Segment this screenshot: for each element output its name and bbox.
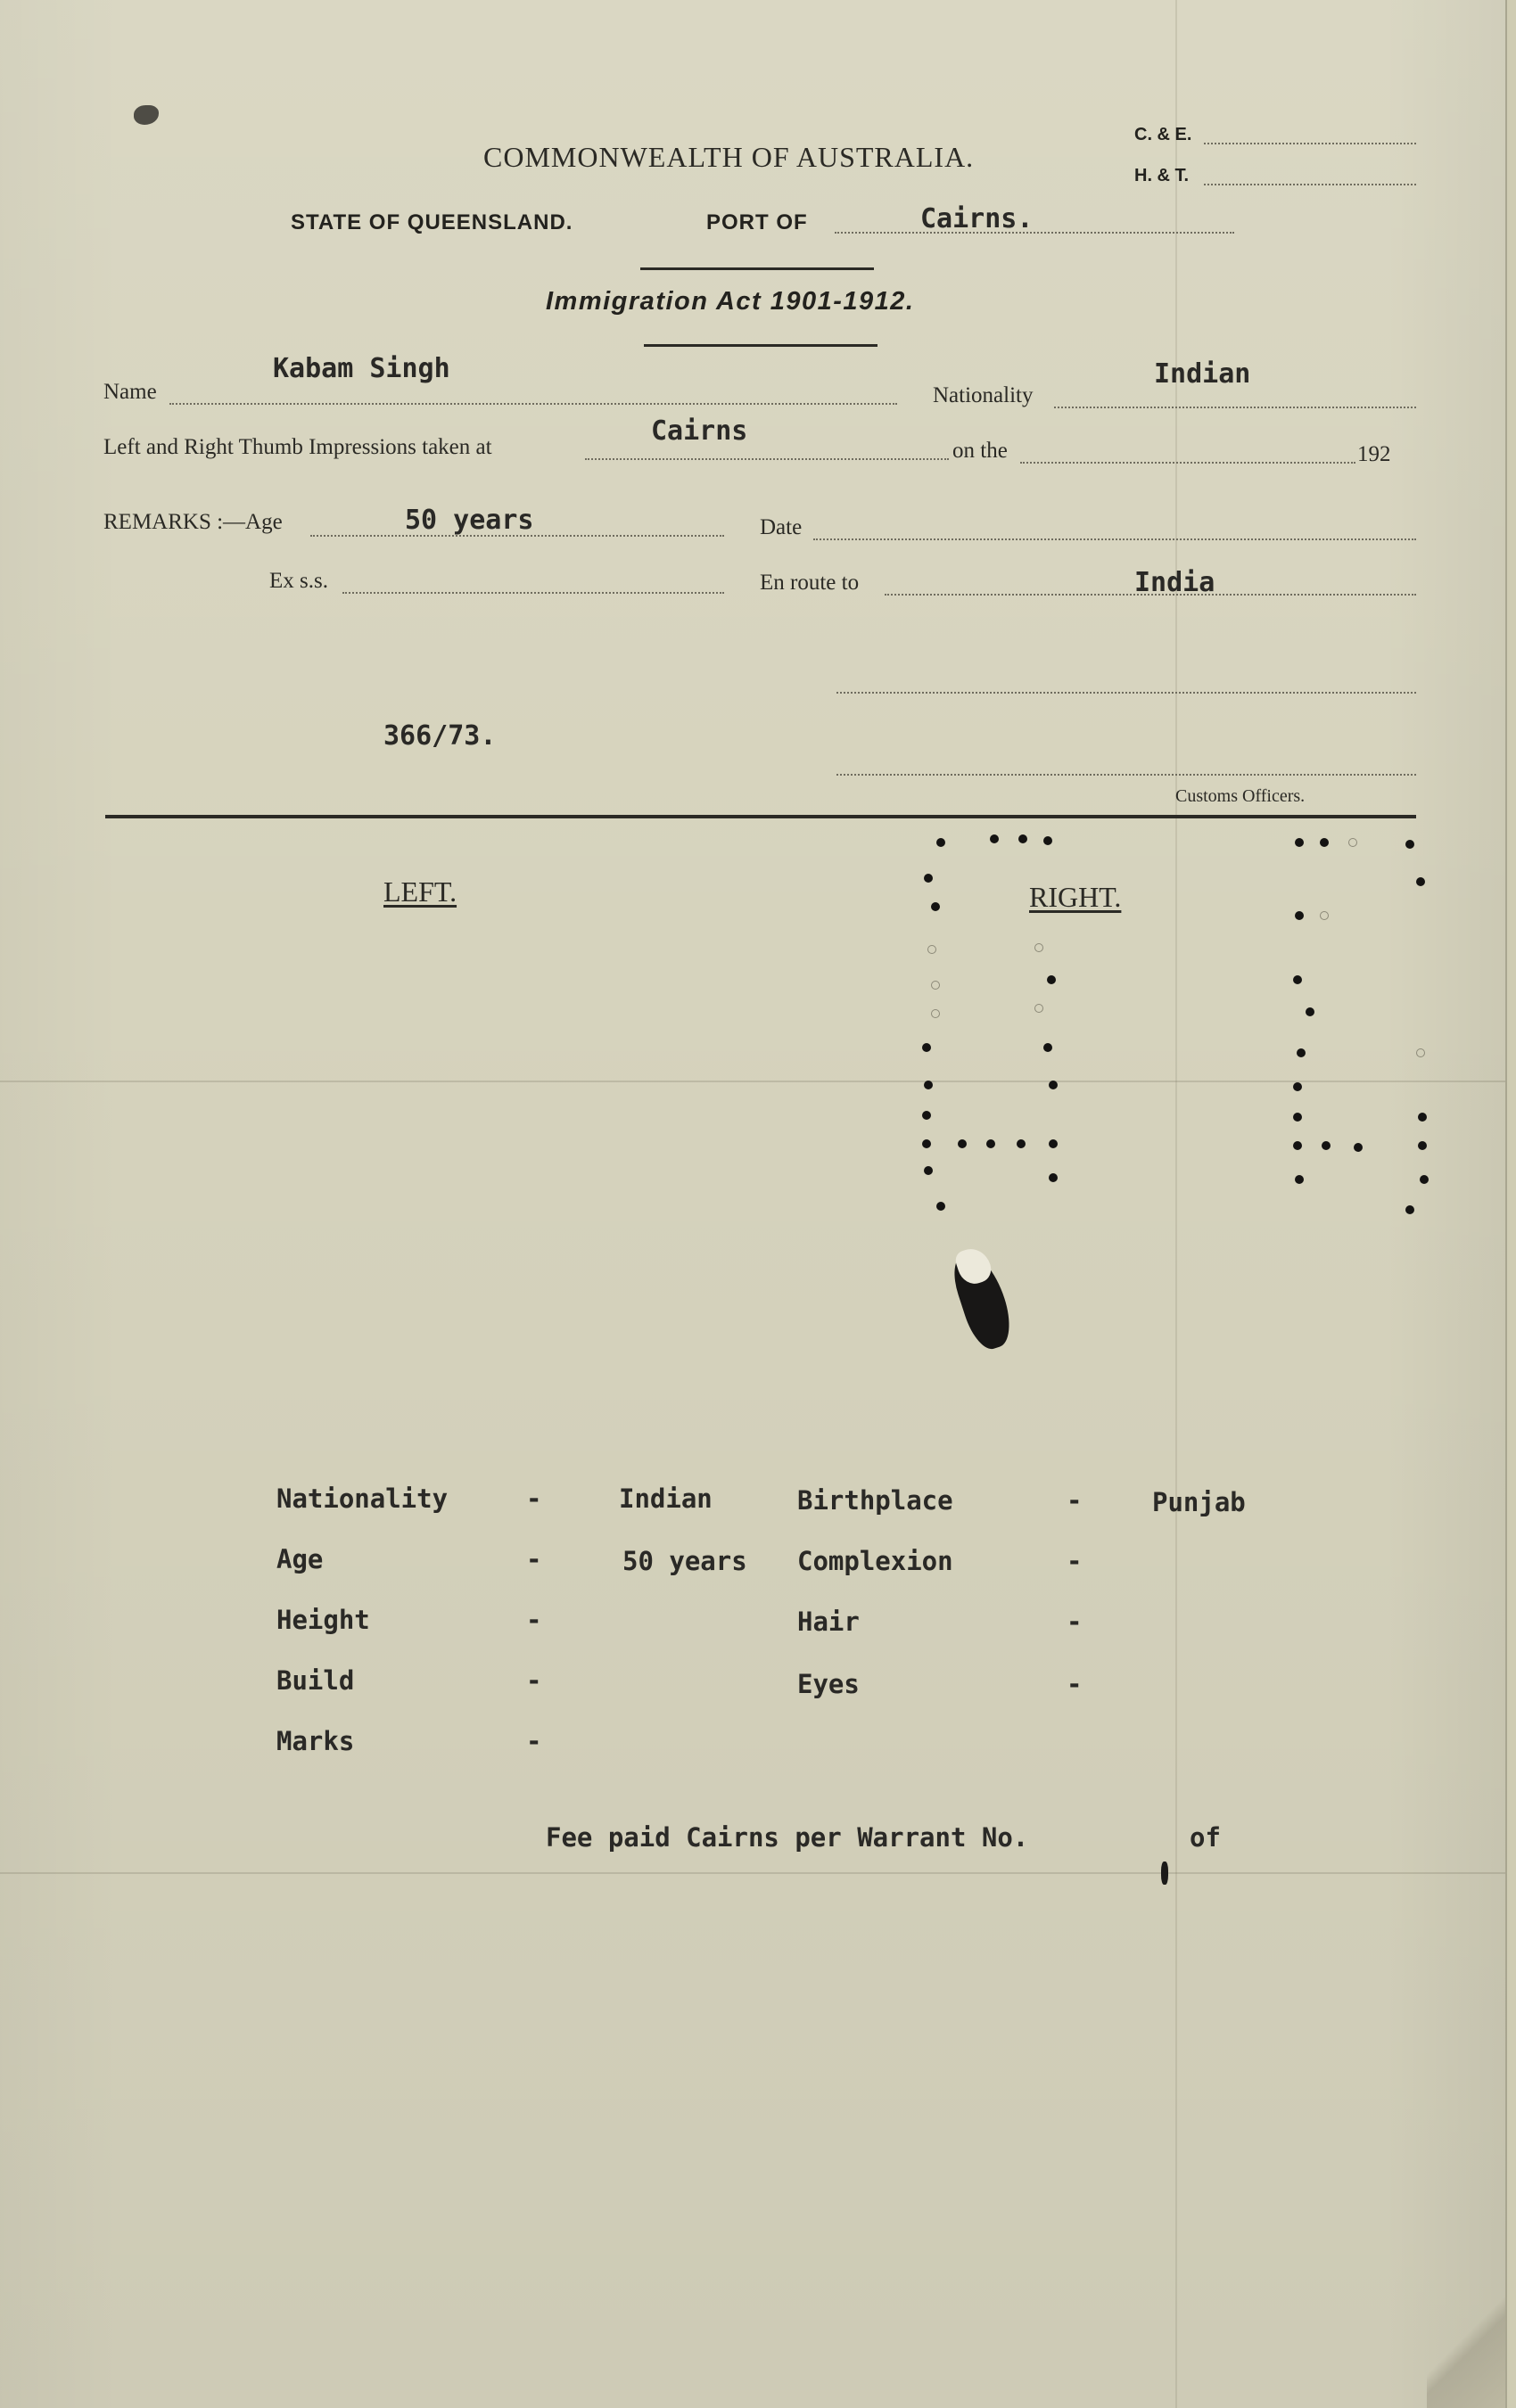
section-divider (105, 815, 1416, 818)
port-field-line (835, 232, 1234, 234)
en-route-label: En route to (760, 571, 860, 595)
on-the-label: on the (952, 439, 1008, 463)
act-title: Immigration Act 1901-1912. (546, 287, 915, 316)
desc-label: Hair (797, 1607, 860, 1637)
desc-label: Build (276, 1665, 355, 1696)
ce-field-line (1204, 143, 1416, 144)
desc-dash: - (1067, 1607, 1083, 1637)
ink-blot (134, 105, 159, 125)
desc-label: Nationality (276, 1483, 449, 1514)
port-label: PORT OF (706, 210, 808, 234)
thumb-place-value: Cairns (651, 415, 748, 447)
fee-paid-line: Fee paid Cairns per Warrant No. (546, 1822, 1029, 1853)
nationality-label: Nationality (933, 383, 1034, 407)
file-number: 366/73. (383, 720, 497, 752)
desc-value: Punjab (1152, 1487, 1246, 1517)
desc-value: Indian (619, 1483, 713, 1514)
desc-dash: - (526, 1726, 542, 1756)
ce-label: C. & E. (1134, 125, 1192, 144)
desc-label: Birthplace (797, 1485, 953, 1516)
date-label: Date (760, 515, 803, 539)
desc-dash: - (526, 1544, 542, 1574)
page-curl (1427, 2282, 1505, 2408)
desc-dash: - (526, 1665, 542, 1696)
desc-label: Eyes (797, 1669, 860, 1699)
desc-dash: - (1067, 1669, 1083, 1699)
customs-officers-label: Customs Officers. (1175, 786, 1306, 806)
nationality-value: Indian (1154, 358, 1251, 390)
desc-label: Complexion (797, 1546, 953, 1576)
desc-label: Marks (276, 1726, 355, 1756)
name-value: Kabam Singh (273, 353, 450, 384)
desc-label: Age (276, 1544, 324, 1574)
ex-ss-label: Ex s.s. (269, 569, 328, 593)
state-label: STATE OF QUEENSLAND. (291, 210, 573, 234)
fold-line (0, 1081, 1505, 1082)
desc-dash: - (526, 1605, 542, 1635)
desc-label: Height (276, 1605, 370, 1635)
fee-paid-of: of (1190, 1822, 1221, 1853)
fold-line (0, 1872, 1505, 1874)
remarks-age-label: REMARKS :—Age (103, 510, 283, 534)
ex-ss-field-line (342, 592, 724, 594)
nationality-field-line (1054, 407, 1416, 408)
ink-mark (1161, 1861, 1168, 1885)
name-label: Name (103, 380, 157, 404)
act-rule (644, 344, 877, 347)
thumb-place-line (585, 458, 949, 460)
officer-signature-line (836, 774, 1416, 776)
name-field-line (169, 403, 897, 405)
port-value: Cairns. (920, 203, 1034, 234)
header-rule (640, 267, 874, 270)
desc-dash: - (1067, 1546, 1083, 1576)
year-suffix: 192 (1357, 442, 1391, 466)
ht-field-line (1204, 184, 1416, 185)
age-value: 50 years (405, 505, 534, 536)
desc-value: 50 years (622, 1546, 747, 1576)
left-impression-label: LEFT. (383, 875, 457, 908)
thumb-label: Left and Right Thumb Impressions taken at (103, 435, 492, 459)
desc-dash: - (526, 1483, 542, 1514)
date-field-line (813, 538, 1416, 540)
en-route-value: India (1134, 567, 1215, 598)
officer-signature-line (836, 692, 1416, 694)
ht-label: H. & T. (1134, 166, 1190, 185)
right-impression-label: RIGHT. (1029, 881, 1122, 913)
date-taken-line (1020, 462, 1355, 464)
document-title: COMMONWEALTH OF AUSTRALIA. (483, 141, 975, 173)
desc-dash: - (1067, 1485, 1083, 1516)
